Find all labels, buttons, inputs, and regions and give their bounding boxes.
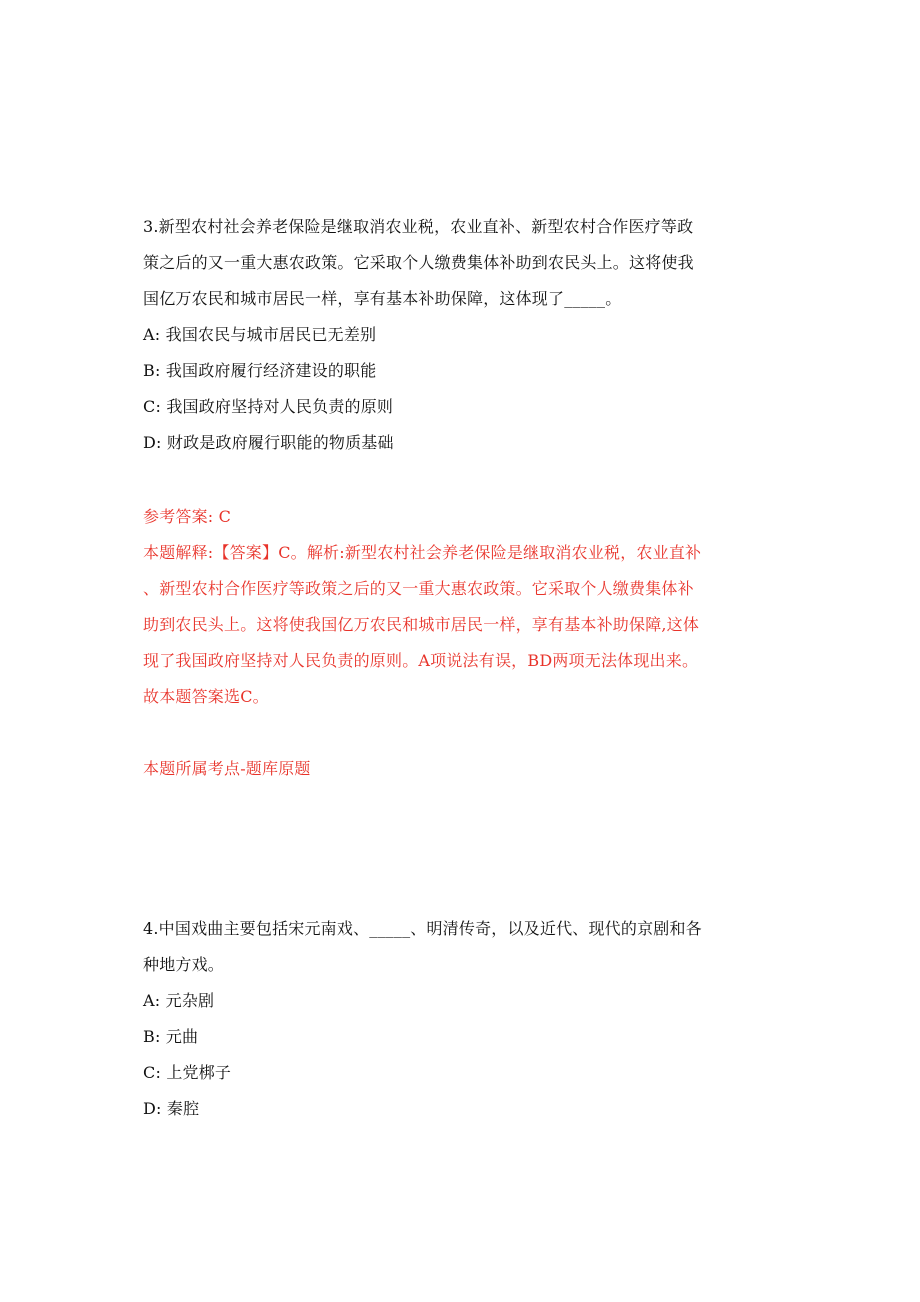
question-4-option-c: C: 上党梆子	[143, 1063, 232, 1082]
question-4-option-a: A: 元杂剧	[143, 991, 215, 1010]
question-3-option-a: A: 我国农民与城市居民已无差别	[143, 325, 377, 344]
question-3-knowledge-point	[143, 751, 783, 787]
reference-answer: 参考答案: C	[143, 507, 232, 526]
question-4-options	[143, 983, 783, 1127]
question-3-options	[143, 317, 783, 461]
question-3-stem	[143, 209, 783, 317]
question-3-stem-line: 3.新型农村社会养老保险是继取消农业税，农业直补、新型农村合作医疗等政	[143, 217, 694, 236]
question-3-stem-line: 策之后的又一重大惠农政策。它采取个人缴费集体补助到农民头上。这将使我	[143, 253, 694, 272]
analysis-line: 本题解释:【答案】C。解析:新型农村社会养老保险是继取消农业税，农业直补	[143, 543, 702, 562]
question-4-option-d: D: 秦腔	[143, 1099, 200, 1118]
question-3-analysis	[143, 535, 783, 715]
knowledge-point-label: 本题所属考点-题库原题	[143, 759, 311, 778]
analysis-line: 现了我国政府坚持对人民负责的原则。A项说法有误，BD两项无法体现出来。	[143, 651, 699, 670]
analysis-line: 助到农民头上。这将使我国亿万农民和城市居民一样，享有基本补助保障,这体	[143, 615, 700, 634]
question-3-option-d: D: 财政是政府履行职能的物质基础	[143, 433, 394, 452]
question-3-answer	[143, 499, 783, 535]
question-4-option-b: B: 元曲	[143, 1027, 199, 1046]
question-4-stem	[143, 911, 783, 983]
analysis-line: 故本题答案选C。	[143, 687, 269, 706]
analysis-line: 、新型农村合作医疗等政策之后的又一重大惠农政策。它采取个人缴费集体补	[143, 579, 694, 598]
question-3-option-c: C: 我国政府坚持对人民负责的原则	[143, 397, 394, 416]
question-3-stem-line: 国亿万农民和城市居民一样，享有基本补助保障，这体现了_____。	[143, 289, 622, 308]
question-4-stem-line: 种地方戏。	[143, 955, 225, 974]
question-3-option-b: B: 我国政府履行经济建设的职能	[143, 361, 377, 380]
question-4-stem-line: 4.中国戏曲主要包括宋元南戏、_____、明清传奇，以及近代、现代的京剧和各	[143, 919, 702, 938]
